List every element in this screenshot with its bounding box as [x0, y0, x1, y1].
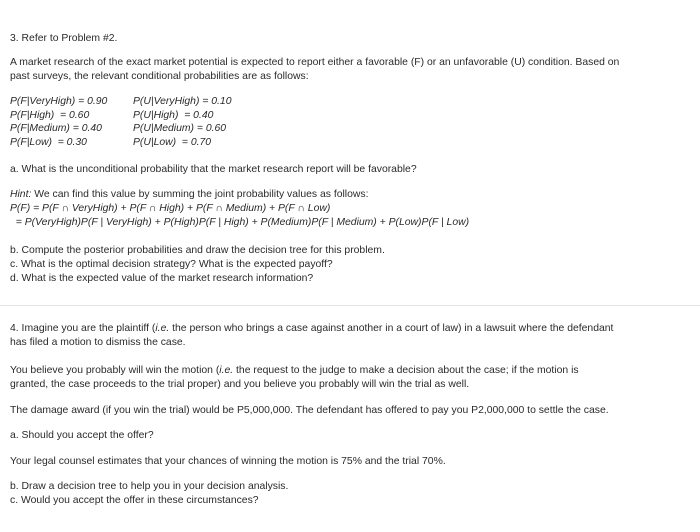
problem4-intro-line1 [10, 322, 690, 336]
belief-post: the request to the judge to make a decision about the case; if the motion is [233, 365, 579, 376]
problem4-question-c: c. Would you accept the offer in these circumstances? [10, 495, 259, 506]
prob-favorable: P(F|Medium) = 0.40 [10, 123, 102, 135]
belief-pre: You believe you probably will win the motion ( [10, 365, 220, 376]
problem4-damage: The damage award (if you win the trial) would be P5,000,000. The defendant has offered to pay you P2,000,000 to settle the case. [10, 405, 609, 416]
prob-favorable: P(F|VeryHigh) = 0.90 [10, 96, 108, 107]
prob-unfavorable: P(U|High) = 0.40 [133, 109, 214, 121]
problem3-question-c: c. What is the optimal decision strategy? What is the expected payoff? [10, 259, 333, 270]
hint-text: We can find this value by summing the joint probability values as follows: [31, 189, 369, 200]
problem3-hint [10, 188, 690, 202]
section-divider [0, 305, 700, 306]
belief-ie: i.e. [219, 365, 234, 376]
problem4-belief-line2: granted, the case proceeds to the trial proper) and you believe you probably will win the trial as well. [10, 379, 470, 390]
probability-row [10, 95, 231, 109]
prob-favorable: P(F|High) = 0.60 [10, 109, 90, 121]
prob-unfavorable: P(U|Medium) = 0.60 [133, 123, 227, 135]
formula-line2: = P(VeryHigh)P(F | VeryHigh) + P(High)P(F | High) + P(Medium)P(F | Medium) + P(Low)P(F | Low) [10, 217, 470, 228]
problem4-question-b: b. Draw a decision tree to help you in your decision analysis. [10, 481, 289, 492]
probability-row [10, 136, 231, 150]
problem3-question-b: b. Compute the posterior probabilities and draw the decision tree for this problem. [10, 245, 385, 256]
problem4-intro-line2: has filed a motion to dismiss the case. [10, 337, 186, 348]
problem4-question-a: a. Should you accept the offer? [10, 430, 154, 441]
conditional-probability-list [10, 95, 231, 149]
hint-label: Hint: [10, 189, 32, 200]
intro-ie: i.e. [155, 323, 170, 334]
problem3-heading: 3. Refer to Problem #2. [10, 33, 118, 44]
prob-unfavorable: P(U|Low) = 0.70 [133, 136, 212, 148]
problem3-question-a: a. What is the unconditional probability that the market research report will be favorable? [10, 164, 417, 175]
probability-row [10, 122, 231, 136]
probability-row [10, 109, 231, 123]
problem4-belief-line1 [10, 364, 690, 378]
intro-pre: 4. Imagine you are the plaintiff ( [10, 323, 156, 334]
problem3-intro-line2: past surveys, the relevant conditional probabilities are as follows: [10, 71, 309, 82]
prob-unfavorable: P(U|VeryHigh) = 0.10 [133, 96, 232, 107]
problem3-question-d: d. What is the expected value of the market research information? [10, 273, 314, 284]
problem3-intro-line1: A market research of the exact market potential is expected to report either a favorable (F) or an unfavorable (U) condition. Based on [10, 57, 620, 68]
problem4-counsel: Your legal counsel estimates that your chances of winning the motion is 75% and the trial 70%. [10, 456, 446, 467]
prob-favorable: P(F|Low) = 0.30 [10, 136, 87, 148]
formula-line1: P(F) = P(F ∩ VeryHigh) + P(F ∩ High) + P(F ∩ Medium) + P(F ∩ Low) [10, 203, 331, 214]
intro-post: the person who brings a case against another in a court of law) in a lawsuit where the defendant [169, 323, 614, 334]
